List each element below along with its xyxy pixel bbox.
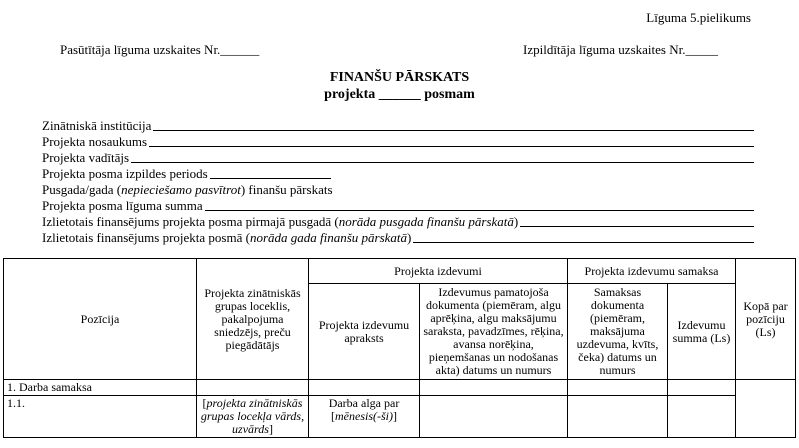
fill-line	[413, 242, 754, 243]
col-payment-document-header: Samaksas dokumenta (piemēram, maksājuma uzdevuma, kvīts, čeka) datums un numurs	[568, 284, 668, 380]
group-payment-header: Projekta izdevumu samaksa	[568, 259, 736, 284]
field-contract-sum	[42, 198, 754, 214]
fill-line	[205, 210, 754, 211]
table-cell	[568, 396, 668, 438]
annex-label: Līguma 5.pielikums	[646, 10, 751, 25]
fill-line	[210, 178, 331, 179]
field-report-type	[42, 182, 754, 198]
table-cell	[197, 380, 309, 396]
field-funding-half-year	[42, 214, 754, 230]
financial-table	[3, 258, 796, 438]
report-title	[0, 69, 799, 103]
field-label: Izlietotais finansējums projekta posma pirmajā pusgadā (norāda pusgada finanšu pārskatā)	[42, 214, 519, 229]
fill-line	[149, 146, 754, 147]
row-person: [projekta zinātniskās grupas locekļa vārds, uzvārds]	[197, 396, 309, 438]
table-cell	[668, 380, 736, 396]
col-expense-sum-header: Izdevumu summa (Ls)	[668, 284, 736, 380]
report-title-stage: projekta ______ posmam	[324, 87, 475, 102]
field-label: Pusgada/gada (nepieciešamo pasvītrot) finanšu pārskats	[42, 182, 333, 197]
field-label: Izlietotais finansējums projekta posmā (norāda gada finanšu pārskatā)	[42, 230, 412, 245]
col-position-header: Pozīcija	[4, 259, 197, 380]
row-description: Darba alga par [mēnesis(-ši)]	[309, 396, 420, 438]
col-expense-document-header: Izdevumus pamatojoša dokumenta (piemēram, algu aprēķina, algu maksājumu saraksta, pavadzīmes, rēķina, avansa norēķina, pieņemšanas un nodošanas akta) datums un numurs	[420, 284, 568, 380]
field-institution	[42, 118, 754, 134]
table-row	[4, 396, 796, 438]
col-expense-description-header: Projekta izdevumu apraksts	[309, 284, 420, 380]
section-salary: 1. Darba samaksa	[4, 380, 197, 396]
field-label: Projekta nosaukums	[42, 134, 148, 149]
field-stage-period	[42, 166, 754, 182]
field-project-leader	[42, 150, 754, 166]
table-cell	[420, 396, 568, 438]
table-cell	[668, 396, 736, 438]
col-total-header: Kopā par pozīciju (Ls)	[736, 259, 796, 380]
field-label: Projekta posma līguma summa	[42, 198, 203, 213]
field-funding-stage	[42, 230, 754, 246]
contractor-contract-number: Izpildītāja līguma uzskaites Nr._____	[523, 42, 718, 57]
col-person-header: Projekta zinātniskās grupas loceklis, pakalpojuma sniedzējs, preču piegādātājs	[197, 259, 309, 380]
group-expenses-header: Projekta izdevumi	[309, 259, 568, 284]
field-project-name	[42, 134, 754, 150]
field-label: Projekta vadītājs	[42, 150, 130, 165]
table-cell	[309, 380, 420, 396]
field-label: Projekta posma izpildes periods	[42, 166, 208, 181]
table-cell	[420, 380, 568, 396]
field-label: Zinātniskā institūcija	[42, 118, 152, 133]
fill-line	[131, 162, 754, 163]
report-title-main: FINANŠU PĀRSKATS	[329, 70, 470, 85]
client-contract-number: Pasūtītāja līguma uzskaites Nr.______	[60, 42, 260, 57]
table-cell	[568, 380, 668, 396]
fill-line	[153, 130, 754, 131]
row-position: 1.1.	[4, 396, 197, 438]
fill-line	[520, 226, 754, 227]
report-fields	[42, 118, 754, 246]
table-cell	[736, 380, 796, 438]
